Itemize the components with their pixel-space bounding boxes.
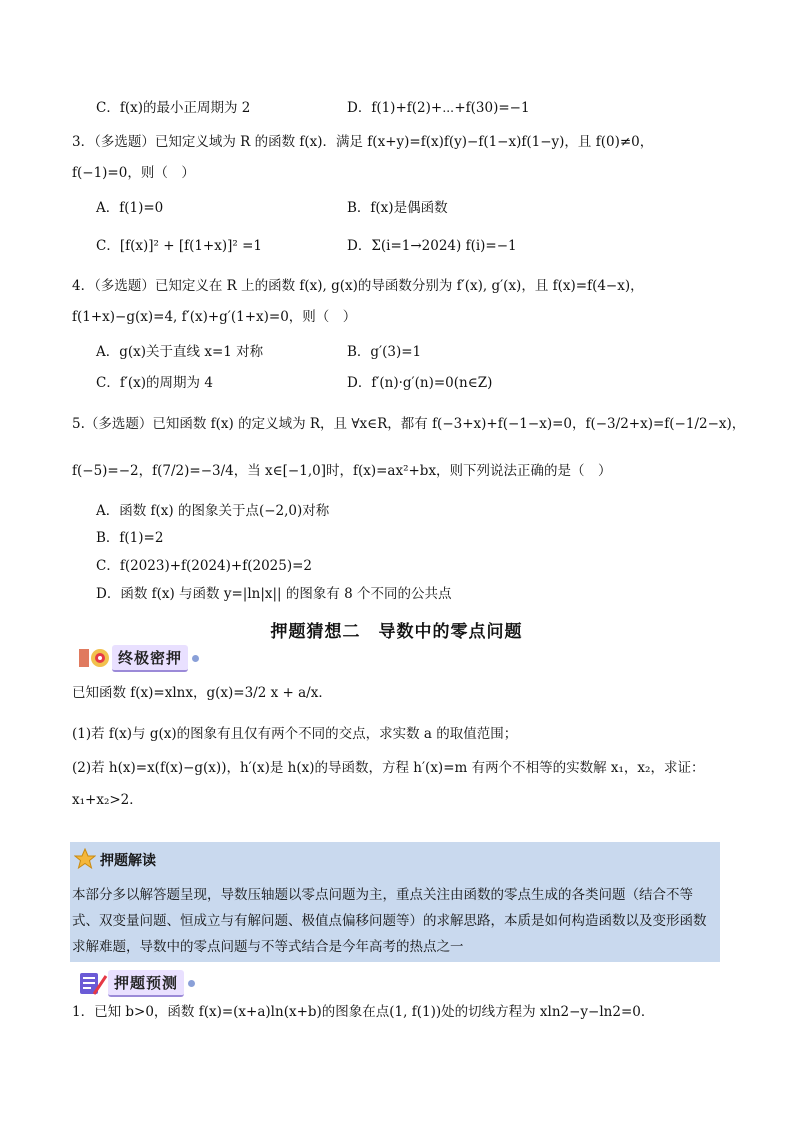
q4-stem-line1: 4．（多选题）已知定义在 R 上的函数 f(x), g(x)的导函数分别为 f′(x), g′(x)，且 f(x)=f(4−x)， bbox=[72, 278, 644, 294]
q3-option-b: B．f(x)是偶函数 bbox=[347, 200, 448, 216]
badge-label: 终极密押 bbox=[112, 645, 188, 672]
q5-option-a: A．函数 f(x) 的图象关于点(−2,0)对称 bbox=[96, 503, 330, 519]
notepad-pen-icon bbox=[78, 970, 108, 996]
q5-stem-line2: f(−5)=−2，f(7/2)=−3/4，当 x∈[−1,0]时，f(x)=ax²+bx，则下列说法正确的是（ ） bbox=[72, 463, 612, 479]
main-problem-part2-cont: x₁+x₂>2． bbox=[72, 792, 143, 808]
q3-option-d: D．Σ(i=1→2024) f(i)=−1 bbox=[347, 238, 517, 254]
panel-title: 押题解读 bbox=[100, 853, 156, 869]
interpretation-panel bbox=[70, 842, 720, 962]
dot-icon bbox=[192, 655, 199, 662]
main-problem-part2: (2)若 h(x)=x(f(x)−g(x))，h′(x)是 h(x)的导函数，方程 h′(x)=m 有两个不相等的实数解 x₁，x₂，求证： bbox=[72, 760, 705, 776]
target-icon bbox=[78, 646, 112, 670]
q4-stem-line2: f(1+x)−g(x)=4, f′(x)+g′(1+x)=0，则（ ） bbox=[72, 309, 357, 325]
main-problem-line1: 已知函数 f(x)=xlnx，g(x)=3/2 x + a/x． bbox=[72, 685, 332, 701]
star-icon bbox=[74, 848, 96, 870]
q4-option-c: C．f′(x)的周期为 4 bbox=[96, 375, 213, 391]
section-title: 押题猜想二 导数中的零点问题 bbox=[270, 622, 523, 642]
panel-text: 本部分多以解答题呈现，导数压轴题以零点问题为主，重点关注由函数的零点生成的各类问题（结合不等式、双变量问题、恒成立与有解问题、极值点偏移问题等）的求解思路，本质是如何构造函数以及变形函数求解难题，导数中的零点问题与不等式结合是今年高考的热点之一 bbox=[72, 887, 707, 955]
q4-option-a: A．g(x)关于直线 x=1 对称 bbox=[96, 344, 264, 360]
prediction-question-1: 1．已知 b>0，函数 f(x)=(x+a)ln(x+b)的图象在点(1, f(1))处的切线方程为 xln2−y−ln2=0． bbox=[72, 1004, 655, 1020]
q5-option-b: B．f(1)=2 bbox=[96, 530, 164, 546]
q5-option-c: C．f(2023)+f(2024)+f(2025)=2 bbox=[96, 558, 313, 574]
q3-option-c: C．[f(x)]² + [f(1+x)]² =1 bbox=[96, 238, 262, 254]
badge-label: 押题预测 bbox=[108, 970, 184, 997]
prediction-badge bbox=[78, 970, 195, 996]
q2-option-c: C．f(x)的最小正周期为 2 bbox=[96, 100, 251, 116]
final-prediction-badge bbox=[78, 645, 199, 671]
q5-stem-line1: 5.（多选题）已知函数 f(x) 的定义域为 R，且 ∀x∈R，都有 f(−3+x)+f(−1−x)=0，f(−3/2+x)=f(−1/2−x)， bbox=[72, 416, 746, 432]
dot-icon bbox=[188, 980, 195, 987]
q3-stem-line1: 3．（多选题）已知定义域为 R 的函数 f(x)．满足 f(x+y)=f(x)f(y)−f(1−x)f(1−y)，且 f(0)≠0， bbox=[72, 134, 654, 150]
q5-option-d: D．函数 f(x) 与函数 y=|ln|x|| 的图象有 8 个不同的公共点 bbox=[96, 586, 452, 602]
q4-option-d: D．f′(n)·g′(n)=0(n∈Z) bbox=[347, 375, 493, 391]
q4-option-b: B．g′(3)=1 bbox=[347, 344, 422, 360]
main-problem-part1: (1)若 f(x)与 g(x)的图象有且仅有两个不同的交点，求实数 a 的取值范围； bbox=[72, 726, 518, 742]
q3-option-a: A．f(1)=0 bbox=[96, 200, 164, 216]
q2-option-d: D．f(1)+f(2)+⋯+f(30)=−1 bbox=[347, 100, 530, 116]
q3-stem-line2: f(−1)=0，则（ ） bbox=[72, 165, 195, 181]
